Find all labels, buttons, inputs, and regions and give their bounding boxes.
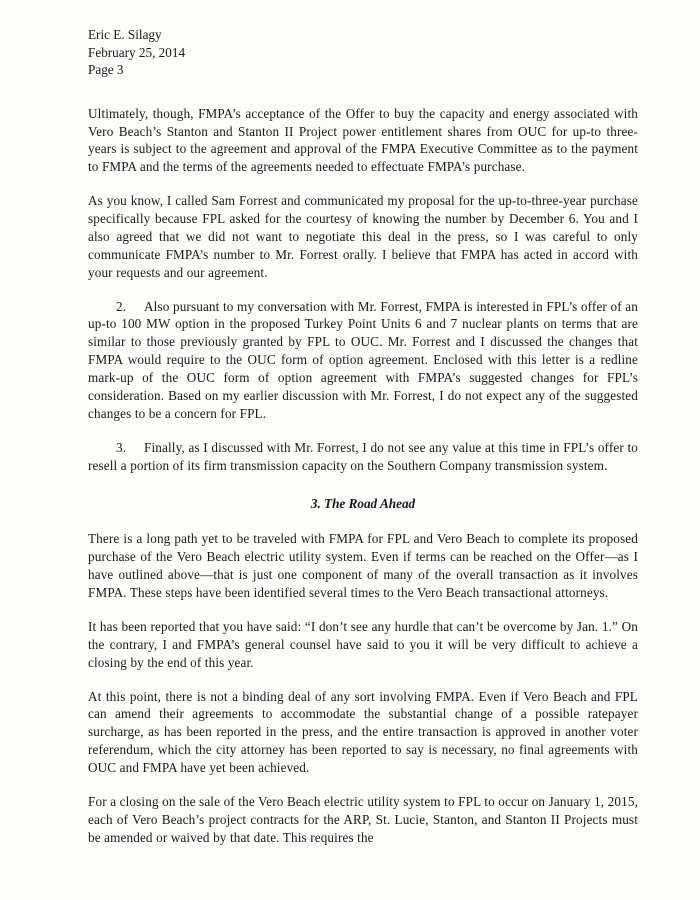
- page-number: Page 3: [88, 62, 124, 78]
- numbered-item-2: [88, 298, 638, 423]
- paragraph-1: Ultimately, though, FMPA’s acceptance of the Offer to buy the capacity and energy associated with Vero Beach’s Stanton and Stanton II Project power entitlement shares from OUC for up-to three-years is subject to the agreement and approval of the FMPA Executive Committee as to the payment to FMPA and the terms of the agreements needed to effectuate FMPA’s purchase.: [88, 105, 638, 175]
- letter-date: February 25, 2014: [88, 44, 186, 60]
- section-heading-road-ahead: 3. The Road Ahead: [310, 496, 416, 512]
- numbered-item-2-text: Also pursuant to my conversation with Mr. Forrest, FMPA is interested in FPL’s offer of an up-to 100 MW option in the proposed Turkey Point Units 6 and 7 nuclear plants on terms that are similar to those previously granted by FPL to OUC. Mr. Forrest and I discussed the changes that FMPA would require to the OUC form of option agreement. Enclosed with this letter is a redline mark-up of the OUC form of option agreement with FMPA’s suggested changes for FPL’s consideration. Based on my earlier discussion with Mr. Forrest, I do not expect any of the suggested changes to be a concern for FPL.: [88, 298, 638, 421]
- numbered-item-3-text: Finally, as I discussed with Mr. Forrest, I do not see any value at this time in FPL’s offer to resell a portion of its firm transmission capacity on the Southern Company transmission system.: [88, 439, 638, 473]
- closing-paragraph-2: It has been reported that you have said: “I don’t see any hurdle that can’t be overcome by Jan. 1.” On the contrary, I and FMPA’s general counsel have said to you it will be very difficult to achieve a closing by the end of this year.: [88, 618, 638, 670]
- closing-paragraph-1: There is a long path yet to be traveled with FMPA for FPL and Vero Beach to complete its proposed purchase of the Vero Beach electric utility system. Even if terms can be reached on the Offer—as I have outlined above—that is just one component of many of the overall transaction as it involves FMPA. These steps have been identified several times to the Vero Beach transactional attorneys.: [88, 531, 638, 601]
- numbered-item-2-number: 2.: [116, 298, 127, 314]
- closing-paragraph-4: For a closing on the sale of the Vero Beach electric utility system to FPL to occur on January 1, 2015, each of Vero Beach’s project contracts for the ARP, St. Lucie, Stanton, and Stanton II Projects must be amended or waived by that date. This requires the: [88, 793, 638, 845]
- paragraph-2: As you know, I called Sam Forrest and communicated my proposal for the up-to-three-year purchase specifically because FPL asked for the courtesy of knowing the number by December 6. You and I also agreed that we did not want to negotiate this deal in the press, so I was careful to only communicate FMPA’s number to Mr. Forrest orally. I believe that FMPA has acted in accord with your requests and our agreement.: [88, 193, 638, 280]
- recipient-name: Eric E. Silagy: [88, 27, 162, 42]
- numbered-item-3: [88, 439, 638, 475]
- letter-header-block: [88, 26, 638, 79]
- numbered-item-3-number: 3.: [116, 439, 127, 455]
- closing-paragraph-3: At this point, there is not a binding deal of any sort involving FMPA. Even if Vero Beach and FPL can amend their agreements to accommodate the substantial change of a possible ratepayer surcharge, as has been reported in the press, and the entire transaction is approved in another voter referendum, which the city attorney has been reported to say is necessary, no final agreements with OUC and FMPA have yet been achieved.: [88, 688, 638, 776]
